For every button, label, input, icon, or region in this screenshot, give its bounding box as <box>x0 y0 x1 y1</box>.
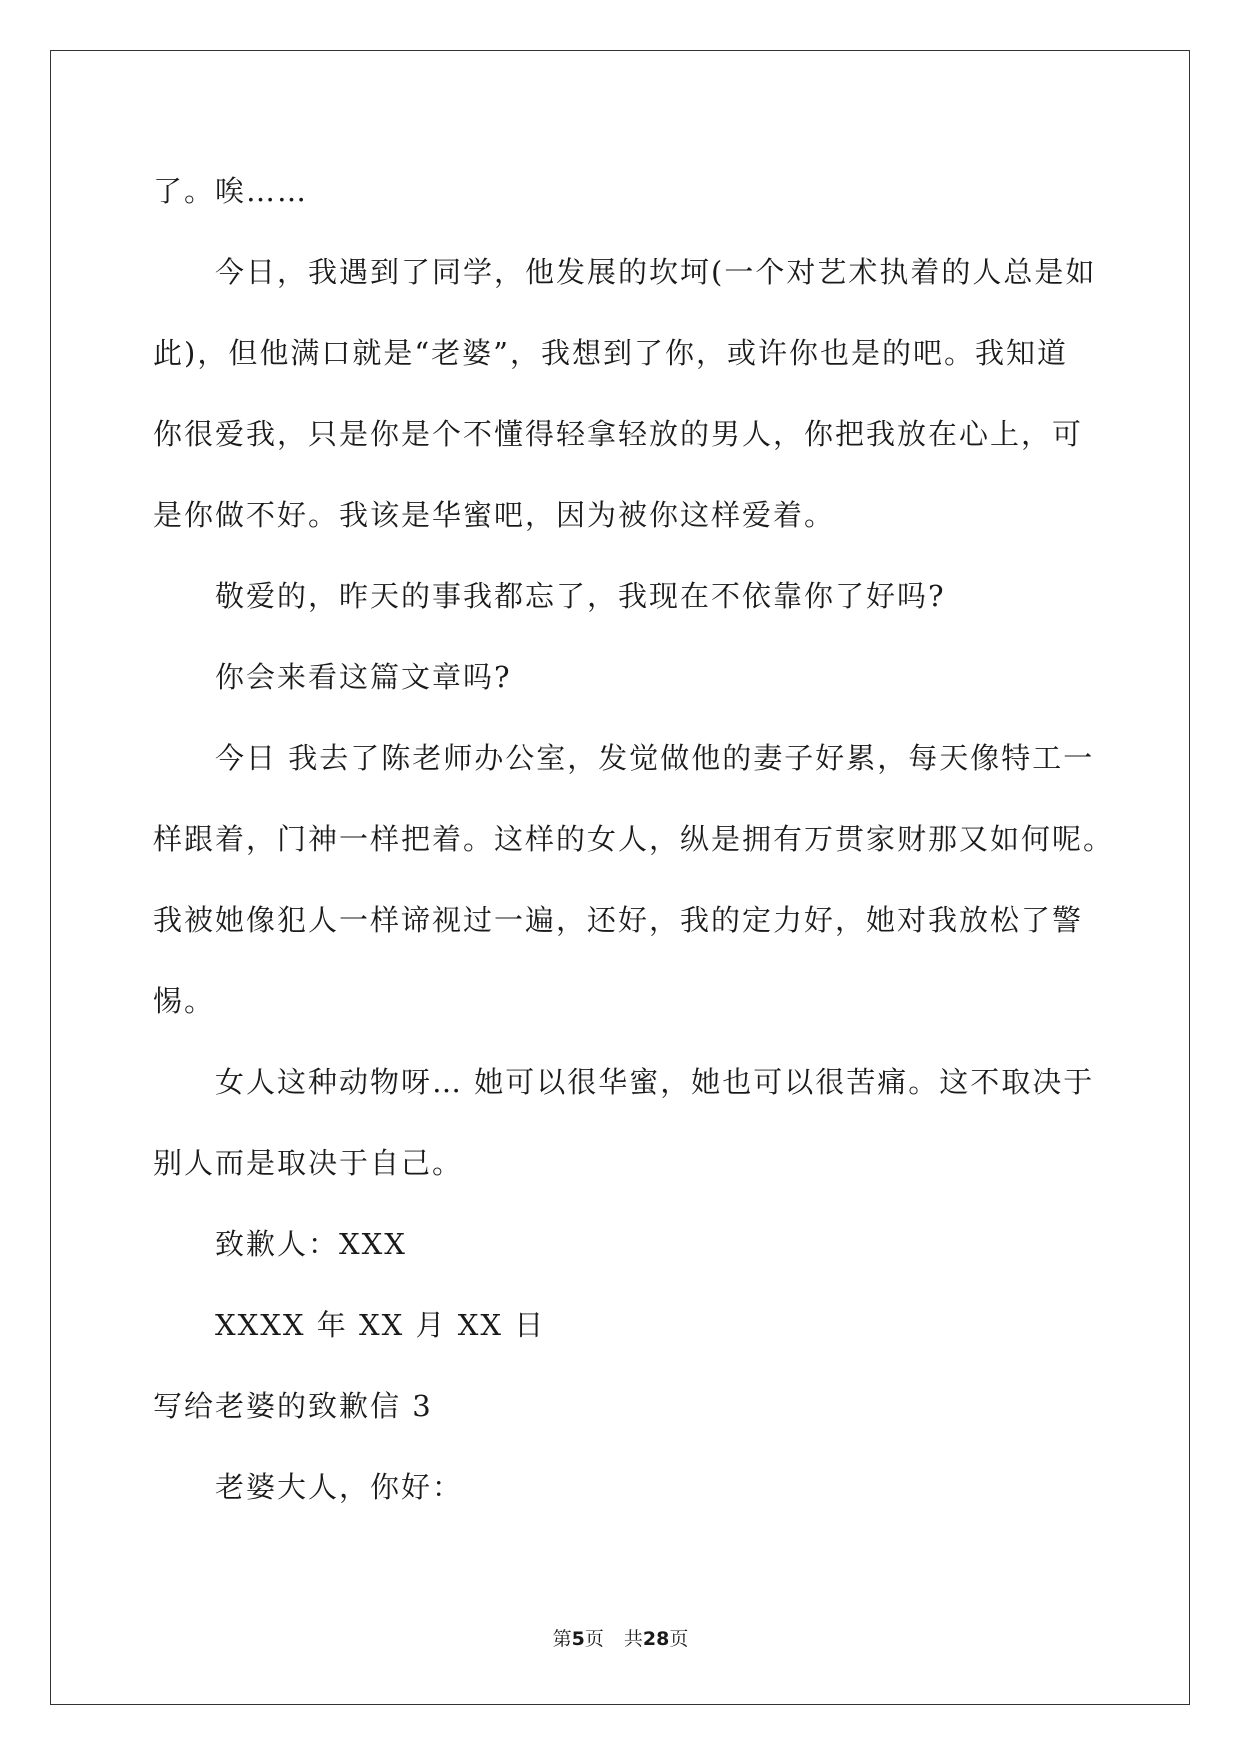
text-line: 是你做不好。我该是华蜜吧，因为被你这样爱着。 <box>153 498 836 532</box>
salutation-line: 老婆大人，你好： <box>215 1470 464 1504</box>
text-line: 惕。 <box>153 984 216 1018</box>
text-line: 你很爱我，只是你是个不懂得轻拿轻放的男人，你把我放在心上，可 <box>153 417 1084 451</box>
section-heading: 写给老婆的致歉信 3 <box>153 1389 433 1423</box>
text-line: 了。唉…… <box>153 174 309 208</box>
text-line: 样跟着，门神一样把着。这样的女人，纵是拥有万贯家财那又如何呢。 <box>153 822 1115 856</box>
total-suffix: 页 <box>669 1628 689 1650</box>
text-line: 女人这种动物呀… 她可以很华蜜，她也可以很苦痛。这不取决于 <box>215 1065 1095 1099</box>
text-line: 你会来看这篇文章吗? <box>215 660 512 694</box>
page-footer <box>0 1627 1241 1651</box>
text-line: 敬爱的，昨天的事我都忘了，我现在不依靠你了好吗? <box>215 579 946 613</box>
total-prefix: 共 <box>623 1628 643 1650</box>
page-border <box>50 50 1190 1705</box>
page-prefix: 第 <box>552 1628 572 1650</box>
text-line: 别人而是取决于自己。 <box>153 1146 464 1180</box>
page-suffix: 页 <box>584 1628 604 1650</box>
text-line: 我被她像犯人一样谛视过一遍，还好，我的定力好，她对我放松了警 <box>153 903 1084 937</box>
page-number: 5 <box>571 1628 585 1650</box>
date-line: XXXX 年 XX 月 XX 日 <box>215 1308 546 1342</box>
text-line: 此)，但他满口就是“老婆”，我想到了你，或许你也是的吧。我知道 <box>153 336 1068 370</box>
signature-line: 致歉人：XXX <box>215 1227 407 1261</box>
text-line: 今日 我去了陈老师办公室，发觉做他的妻子好累，每天像特工一 <box>215 741 1095 775</box>
total-pages: 28 <box>642 1628 670 1650</box>
text-line: 今日，我遇到了同学，他发展的坎坷(一个对艺术执着的人总是如 <box>215 255 1097 289</box>
